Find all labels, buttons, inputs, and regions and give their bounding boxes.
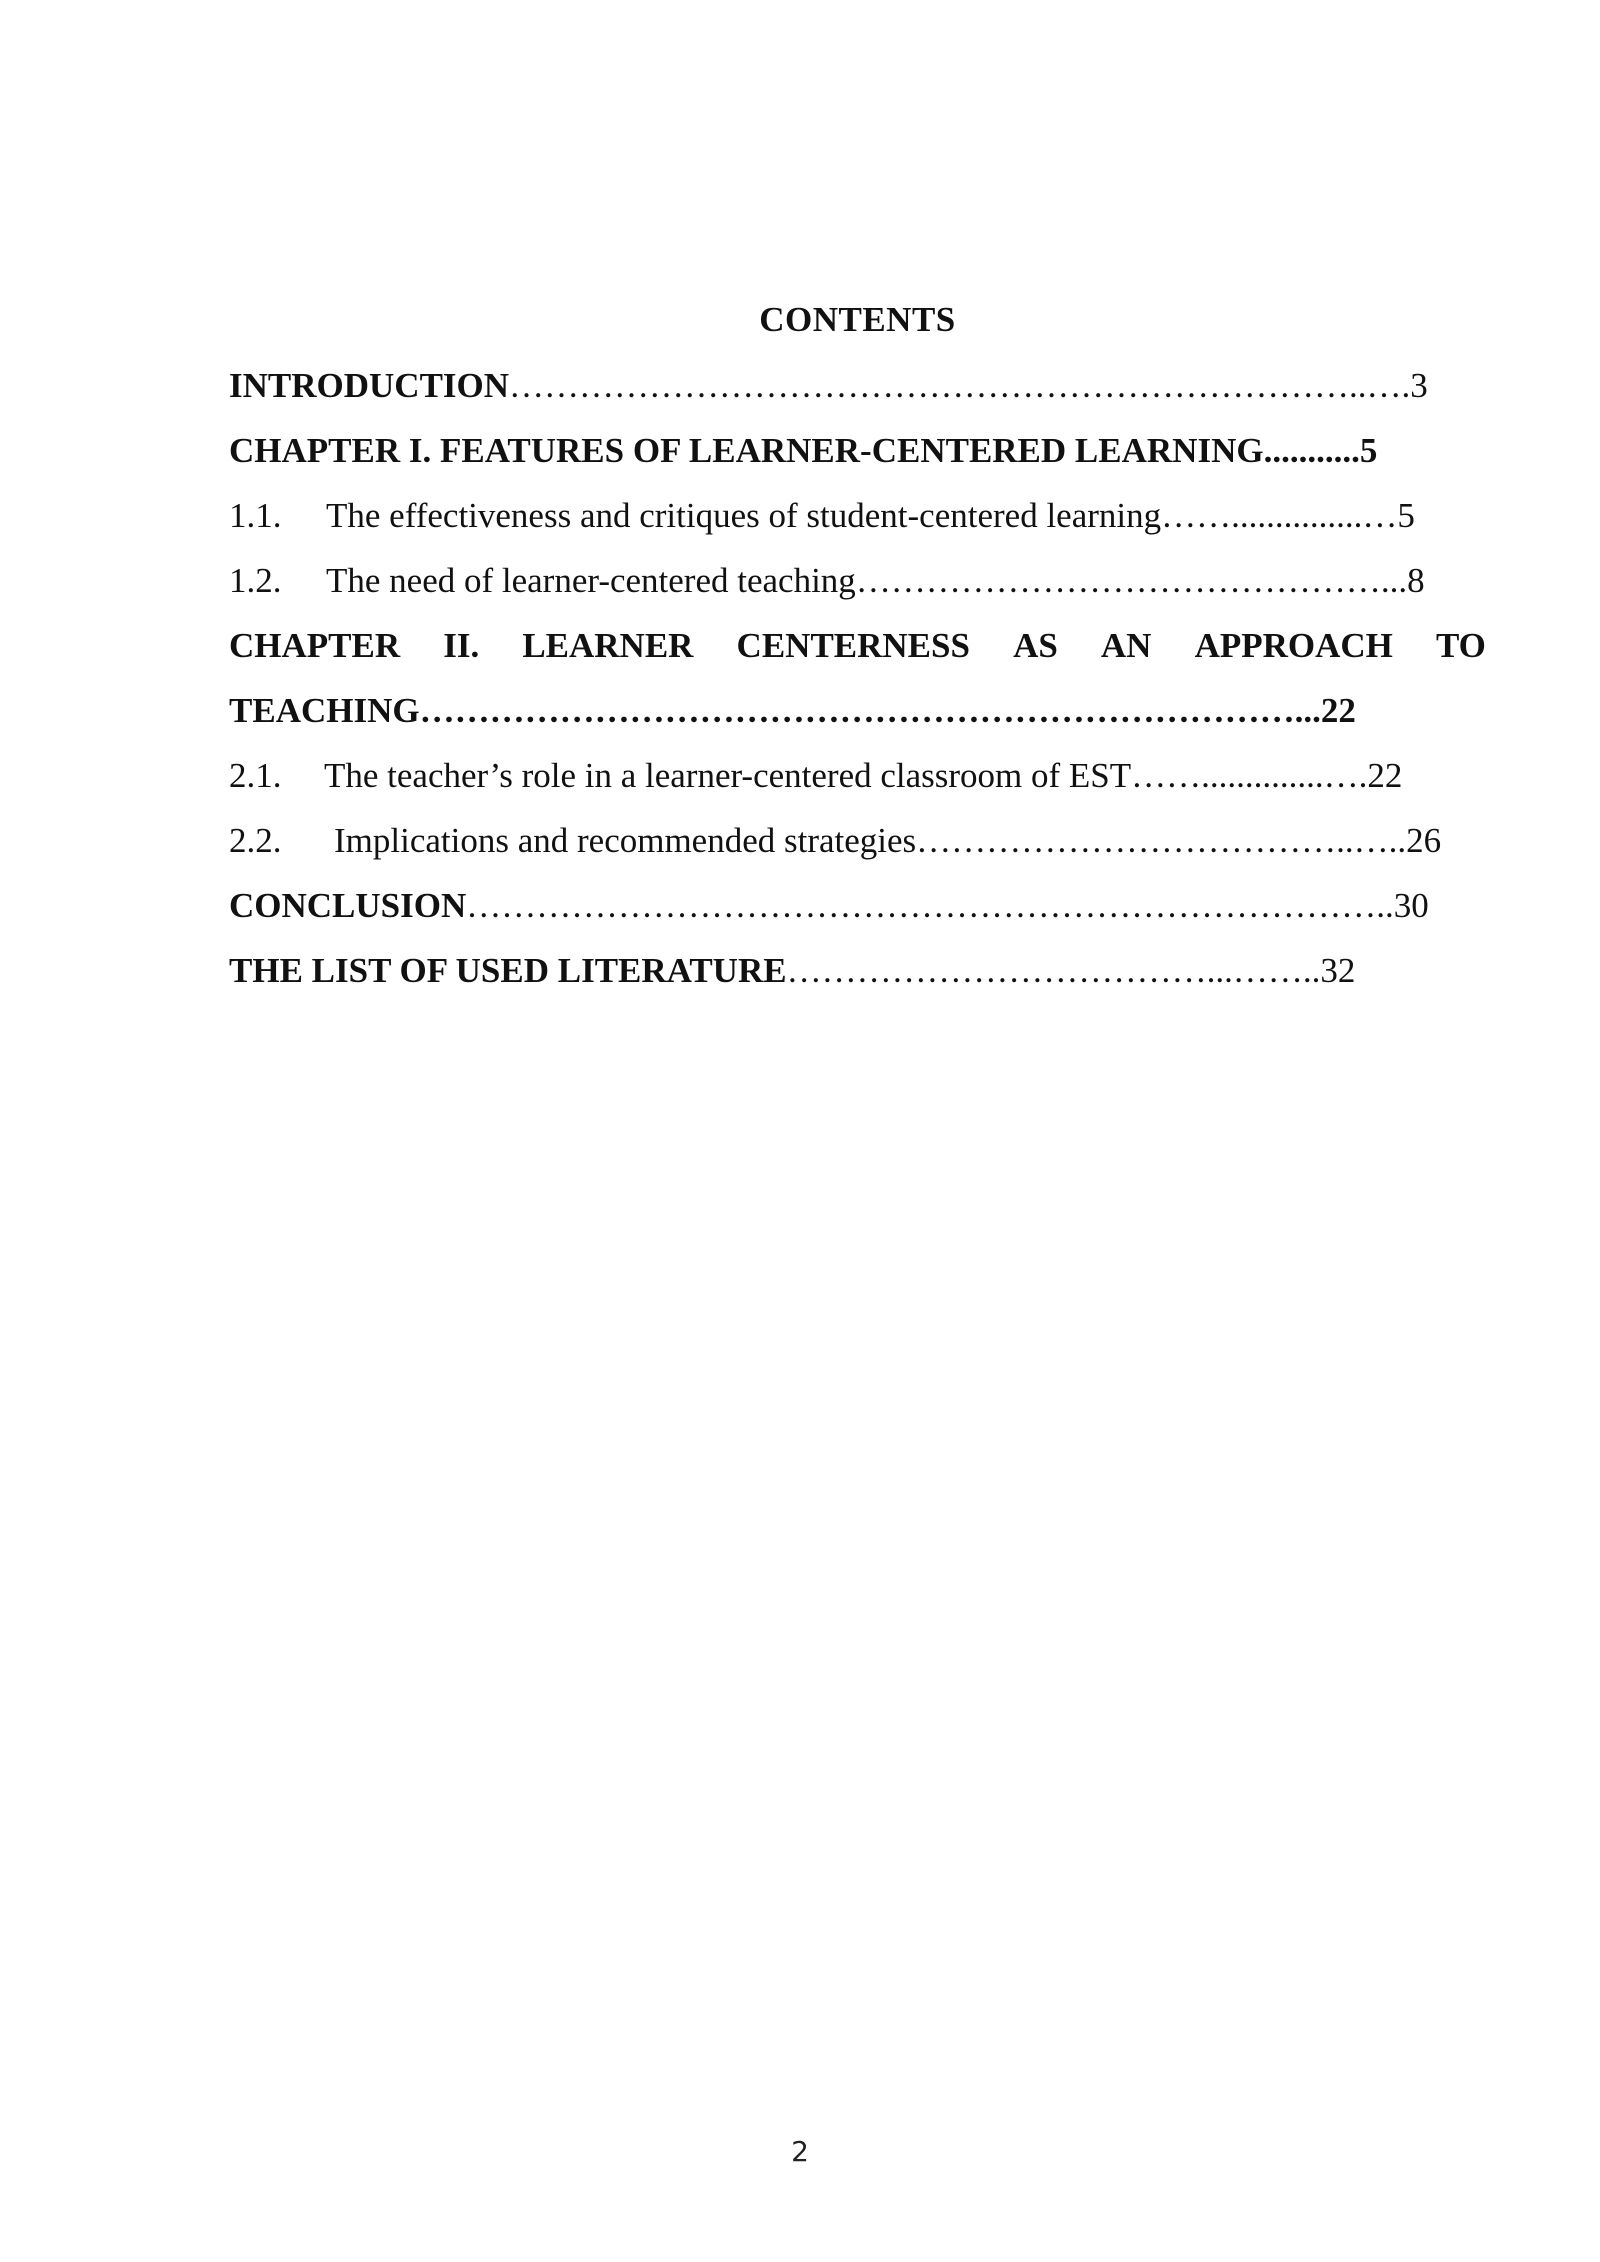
toc-entry-title: THE LIST OF USED LITERATURE xyxy=(229,951,787,990)
toc-section-number: 2.2. xyxy=(229,821,282,860)
toc-page-number: 5 xyxy=(1397,496,1415,535)
toc-section-number: 2.1. xyxy=(229,756,282,795)
toc-leader-dots: …………………………………………………………………... xyxy=(419,691,1321,730)
toc-entry-section-2-1[interactable] xyxy=(229,754,1486,798)
toc-page-number: 22 xyxy=(1320,691,1356,730)
toc-leader-dots: ………………………………………... xyxy=(855,561,1408,600)
contents-heading: CONTENTS xyxy=(759,300,956,339)
toc-section-number: 1.2. xyxy=(229,561,282,600)
toc-entry-conclusion[interactable] xyxy=(229,884,1486,928)
toc-word: AS xyxy=(1013,626,1058,665)
toc-page-number: 3 xyxy=(1410,366,1428,405)
toc-entry-title: Implications and recommended strategies xyxy=(334,821,917,860)
toc-word: II. xyxy=(443,626,480,665)
toc-word: CHAPTER xyxy=(229,626,401,665)
toc-leader-dots: ........... xyxy=(1263,431,1360,470)
toc-leader-dots: ……...............… xyxy=(1161,496,1398,535)
toc-entry-chapter-1[interactable] xyxy=(229,429,1486,473)
toc-page-number: 32 xyxy=(1320,951,1356,990)
toc-word: CENTERNESS xyxy=(736,626,970,665)
toc-page-number: 26 xyxy=(1406,821,1442,860)
toc-entry-introduction[interactable] xyxy=(229,364,1486,408)
toc-page-number: 8 xyxy=(1407,561,1425,600)
toc-entry-literature[interactable] xyxy=(229,949,1486,993)
toc-leader-dots: ………………………………………………………………..…. xyxy=(509,366,1411,405)
toc-entry-title: CHAPTER I. FEATURES OF LEARNER-CENTERED LEARNING xyxy=(229,431,1264,470)
toc-word: LEARNER xyxy=(522,626,694,665)
toc-entry-chapter-2-line-2[interactable] xyxy=(229,689,1486,733)
toc-leader-dots: …………………………………………………………………….. xyxy=(466,886,1394,925)
toc-word: TO xyxy=(1435,626,1486,665)
toc-entry-title: The teacher’s role in a learner-centered classroom of EST xyxy=(324,756,1132,795)
toc-entry-title: CONCLUSION xyxy=(229,886,467,925)
toc-leader-dots: ………………………………..….. xyxy=(916,821,1407,860)
toc-entry-section-1-2[interactable] xyxy=(229,559,1486,603)
toc-word: APPROACH xyxy=(1194,626,1393,665)
page-number: 2 xyxy=(791,2135,809,2168)
toc-entry-chapter-2-line-1[interactable] xyxy=(229,624,1486,668)
toc-entry-title: TEACHING xyxy=(229,691,420,730)
toc-entry-title: The need of learner-centered teaching xyxy=(326,561,856,600)
toc-page-number: 5 xyxy=(1359,431,1378,470)
toc-word: AN xyxy=(1100,626,1152,665)
toc-leader-dots: ……..............…. xyxy=(1131,756,1368,795)
toc-section-number: 1.1. xyxy=(229,496,282,535)
toc-leader-dots: ………………………………...…….. xyxy=(786,951,1321,990)
toc-entry-section-1-1[interactable] xyxy=(229,494,1486,538)
toc-page-number: 22 xyxy=(1367,756,1403,795)
toc-entry-title: INTRODUCTION xyxy=(229,366,510,405)
toc-entry-section-2-2[interactable] xyxy=(229,819,1486,863)
toc-entry-title: The effectiveness and critiques of student-centered learning xyxy=(326,496,1162,535)
toc-page-number: 30 xyxy=(1393,886,1429,925)
